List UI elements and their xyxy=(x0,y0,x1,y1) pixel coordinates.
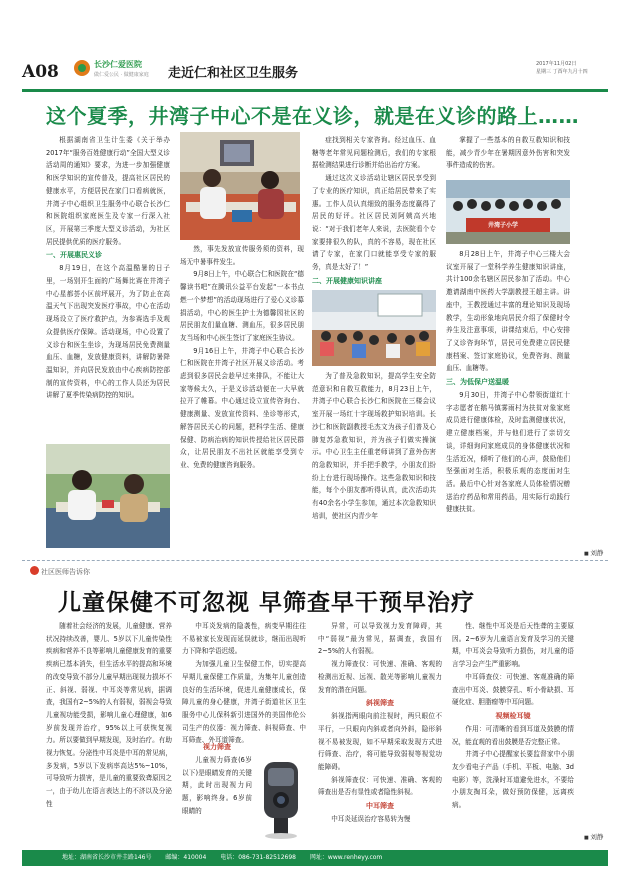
article1-paragraph: 8月28日上午，井湾子中心三楼大会议室开展了一堂科学养生健康知识讲座，共计100余名辖区居民参加了活动。中心邀请湖南中医药大学副教授王超主讲。讲座中，王教授通过丰富的理论知识及现场教学，生动形象地向居民介绍了保健时令养生及注意事项，讲课结束后，中心安排了义诊咨询环节，居民可免费建立居民健康档案、签订家庭协议，免费咨询、测量血压、血糖等。 xyxy=(446,250,570,373)
article1-author: ■ 刘静 xyxy=(584,548,603,557)
article2-headline: 儿童保健不可忽视 早筛查早干预早治疗 xyxy=(58,590,476,616)
article2-paragraph: 视力筛查仪：可快速、准确、客观的检测出近视、远视、散光等影响儿童视力发育的潜在问题。 xyxy=(318,660,442,694)
footer-postcode: 邮编：410004 xyxy=(165,854,207,861)
article1-column-1 xyxy=(46,134,170,440)
article2-subhead-vision: 视力筛查 xyxy=(203,743,231,751)
photo-health-check xyxy=(46,444,170,548)
article1-column-2 xyxy=(180,243,304,555)
banner-text: 井湾子小学 xyxy=(488,222,519,229)
article2-column-2b xyxy=(182,740,252,844)
issue-date-line1: 2017年11月02日 xyxy=(536,61,577,67)
photo-consultation xyxy=(180,132,300,240)
article2-paragraph: 中耳筛查仪：可快速、客观准确的筛查出中耳炎、鼓膜穿孔、听小骨缺损、耳硬化症、胆脂瘤等中耳问题。 xyxy=(452,672,574,707)
article1-paragraph: 症找到相关专家咨询。经过血压、血糖等老年常见问题检测后，我们的专家根据检测结果进行诊断并给出治疗方案。 xyxy=(312,136,436,170)
photo-lecture xyxy=(312,290,436,366)
article2-column-1 xyxy=(46,620,172,842)
article2-paragraph: 随着社会经济的发展，儿童健康、营养状况持续改善，婴儿、5岁以下儿童传染性疾病和营养不良等影响儿童健康发育的重要疾病已基本消失，但生活水平的提高和环境的改变导致不部分儿童早期出现视力损坏不正、斜视、弱视、中耳炎等常见病，据调查，我国有2~5%的人有弱视，弱视会导致儿童视功能受损，影响儿童心理健康，如6岁前发现并治疗，95%以上可获恢复视力。所以要做到早期发现，及时治疗。有助视力恢复。分泌性中耳炎是中耳的常见病，多发病，5岁以下发病率高达5%~10%，可导致听力损害，是儿童的重要致聋原因之一，由于幼儿在语言表达上的不济以及分泌性 xyxy=(46,622,172,808)
footer-website[interactable]: 网址：www.renheyy.com xyxy=(309,854,383,861)
article1-column-3b xyxy=(312,370,436,556)
footer-phone: 电话：086-731-82512698 xyxy=(220,854,296,861)
article2-subhead-strabismus: 斜视筛查 xyxy=(366,699,394,708)
article1-paragraph: 为了普及急救知识，提高学生安全防范意识和自救互救能力，8月23日上午，井湾子中心联合长沙仁和医院在三楼会议室开展一场红十字现场救护知识培训。长沙仁和医院副教授毛杰文为孩子们普及心肺复苏急救知识，并为孩子们做实操演示。中心卫生主任重老师讲到了意外伤害的急救知识，并手把手教学，小朋友们纷纷上台进行现场操作。这些急救知识和技能，每个小朋友都听得认真，此次活动共有40余名小学生参加，通过本次急救知识培训，使社区内青少年 xyxy=(312,372,436,520)
article1-paragraph: 然，事先发放宣传服务须的资料，现场无中暑事件发生。 xyxy=(180,245,304,266)
article1-subhead-2: 二、开展健康知识讲座 xyxy=(312,276,382,285)
article2-paragraph: 作用：可清晰的看到耳道及鼓膜的情况，能直观的看出鼓膜是否完整正常。 xyxy=(452,724,574,746)
article1-column-3a xyxy=(312,134,436,286)
article2-paragraph: 中耳炎延误治疗容易转为慢 xyxy=(331,815,411,824)
logo-slogan: 做仁爱公民 · 做健康家庭 xyxy=(94,72,149,78)
issue-date-line2: 星期三 丁酉年九月十四 xyxy=(536,69,588,75)
column-tag-icon xyxy=(30,566,39,575)
article2-paragraph: 儿童视力筛查(6岁以下)是眼睛发育的关键期，此时出现视力问题，影响终身。6岁前眼睛的 xyxy=(182,756,252,815)
article2-subhead-middle-ear: 中耳筛查 xyxy=(366,802,394,811)
article2-subhead-otoscope: 视频检耳镜 xyxy=(495,711,531,720)
page-number: A08 xyxy=(22,62,59,82)
article2-paragraph: 性、继性中耳炎是后天性聋的主要原因。2~6岁为儿童语言发育及学习的关键期，中耳炎会导致听力损伤，对儿童的语言学习会产生严重影响。 xyxy=(452,622,574,669)
hospital-logo xyxy=(74,58,160,88)
article1-headline: 这个夏季，井湾子中心不是在义诊，就是在义诊的路上…… xyxy=(46,104,579,128)
section-title: 走近仁和社区卫生服务 xyxy=(168,66,299,81)
article1-paragraph: 掌握了一些基本的自救互救知识和技能，减少青少年在暑期因意外伤害和突发事件造成的伤害。 xyxy=(446,136,570,170)
logo-name: 长沙仁爱医院 xyxy=(94,60,142,69)
article2-paragraph: 中耳炎发病的隐袭性，病变早期往往不易被家长发现而延误就诊，继而出现听力下降和学语迟缓。 xyxy=(182,622,306,656)
masthead xyxy=(22,56,608,92)
footer-bar xyxy=(22,850,608,866)
issue-date xyxy=(536,60,608,76)
article1-subhead-3: 三、为低保户送温暖 xyxy=(446,378,509,387)
photo-vision-screener xyxy=(254,756,308,842)
column-tag xyxy=(30,566,90,577)
article1-paragraph: 9月30日，井湾子中心带领街道红十字志愿者在鹅马镇雾雨村为扶贫对象家庭成员进行健康体检，及时监测健康状况，建立健康档案，并与他们进行了亲切交谈，详细询问家庭成员的身体健康状况和生活近况，倾听了他们的心声，鼓励他们坚强面对生活，积极乐观的态度面对生活。最后中心针对各家庭人员体检情况赠送治疗药品和常用药品，用实际行动践行健康扶贫。 xyxy=(446,391,570,514)
logo-icon xyxy=(74,60,90,76)
article2-paragraph: 井湾子中心提醒家长要监督家中小朋友少看电子产品（手机、平板、电脑、3d电影）等，洗澡时耳道避免进水，不要给小朋友掏耳朵，做好预防保健，远离疾病。 xyxy=(452,750,574,810)
footer-address: 地址：湖南省长沙市井圭路146号 xyxy=(62,854,152,861)
article2-column-3 xyxy=(318,620,442,842)
article1-paragraph: 根据湖南省卫生计生委《关于举办2017年“服务百姓健康行动”全国大型义诊活动周的通知》要求，为进一步加强健康和医学知识的宣传普及，提高社区居民的健康水平，方便居民在家门口看病就医，井湾子中心组织卫生服务中心联合长沙仁和医院组织家庭医生及专家一行深入社区，开展第三季度大型义诊活动，为社区居民提供优质的医疗服务。 xyxy=(46,136,170,246)
article1-paragraph: 9月16日上午，井湾子中心联合长沙仁和医院在井湾子社区开展义诊活动。考虑到很多居民会趁早过来排队，不能让大家等候太久，于是义诊活动便在一大早就拉开了帷幕。中心通过设立宣传咨询台、健康测量、发放宣传资料、坐诊等形式，解答居民关心的问题，把科学生活、健康保健、防病治病的知识传授给社区居民群众，让居民朋友不出社区就能享受到专业、免费的健康咨询服务。 xyxy=(180,346,304,469)
section-divider xyxy=(22,560,608,561)
article1-paragraph: 8月19日，在这个高温酷暑的日子里，一场别开生面的广场舞比赛在井湾子中心星都荟小区前坪展开，为了防止在高温天气下出现突发医疗事故，中心在活动现场设立了医疗救护点，为参赛选手及观众提供医疗保障。活动现场，中心设置了义诊台和医生坐诊，为现场居民免费测量血压、血糖，发放健康资料，讲解防暑降温知识，并向居民发放由中心疾病防控部制的宣传资料，中心的工作人员还为居民讲解了夏季传染病防控的知识。 xyxy=(46,264,170,400)
article2-paragraph: 为加强儿童卫生保健工作，切实提高早期儿童保健工作质量，为集年儿童创造良好的生活环境，促进儿童健康成长，保障儿童的身心健康，井湾子街道社区卫生服务中心儿保科新引进国外的美国伟伦公司生产的仪器：视力筛查、斜视筛查、中耳筛查、外耳道筛查。 xyxy=(182,660,306,745)
article2-paragraph: 斜视筛查仪：可快速、准确、客观的筛查出是否有显性或者隐性斜视。 xyxy=(318,775,442,797)
article2-paragraph: 异常，可以导致视力发育障碍，其中“弱视”最为常见，据调查，我国有2~5%的人有弱视。 xyxy=(318,622,442,656)
article1-paragraph: 9月8日上午，中心联合仁和医院在“德馨读书吧”在腾讯公益平台发起“一本书点燃一个梦想”的活动现场进行了爱心义诊募捐活动，中心的医生护士为德馨园社区的居民朋友们量血糖、测血压，很多居民朋友当场和中心医生签订了家庭医生协议。 xyxy=(180,270,304,342)
photo-school-group xyxy=(446,180,570,244)
article1-paragraph: 通过这次义诊活动让辖区居民享受到了专业的医疗知识，真正给居民带来了实惠。工作人员认真细致的服务态度赢得了居民的好评。社区居民刘阿姨高兴地说：“对于我们老年人来说，去医院看个专家要排很久的队，真的不容易，现在社区请了专家，在家门口就能享受专家的服务，真是太好了！” xyxy=(312,174,436,272)
column-tag-label: 社区医师告诉你 xyxy=(41,568,90,576)
article2-paragraph: 斜视指两眼向前注视时，两只眼位不平行，一只眼向内斜或者向外斜，隐形斜视不易被发现，如不早期采取发现方式进行筛查、治疗，将可能导致弱视等视觉功能障碍。 xyxy=(318,712,442,772)
article2-author: ■ 刘静 xyxy=(584,832,603,841)
article1-column-4b xyxy=(446,248,570,548)
article1-subhead-1: 一、开展惠民义诊 xyxy=(46,251,102,260)
article2-column-4 xyxy=(452,620,574,832)
article1-column-4a xyxy=(446,134,570,178)
article2-column-2a xyxy=(182,620,306,745)
